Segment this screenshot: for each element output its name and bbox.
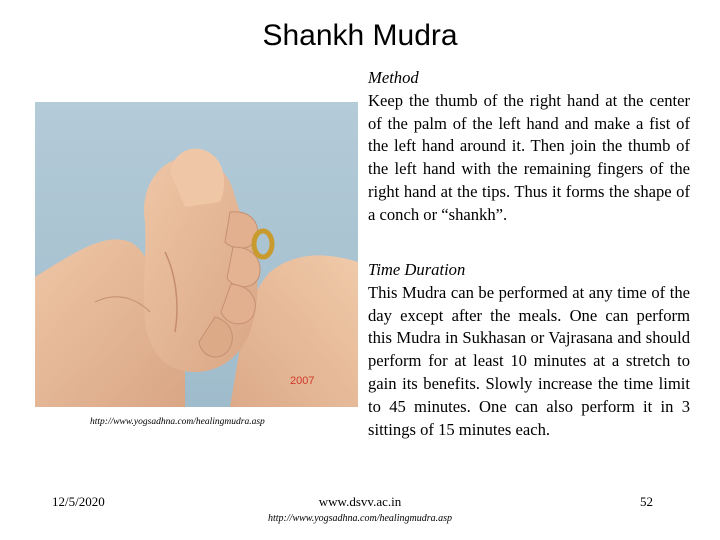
method-section <box>368 67 690 227</box>
page-number: 52 <box>640 494 653 509</box>
duration-text: This Mudra can be performed at any time of the day except after the meals. One can perform this Mudra in Sukhasan or Vajrasana and should perform for at least 10 minutes at a stretch to gain its benefits. Slowly increase the time limit to 45 minutes. One can also perform it in 3 sittings of 15 minutes each. <box>368 282 690 439</box>
duration-section <box>368 259 690 441</box>
footer-url: http://www.yogsadhna.com/healingmudra.asp <box>268 513 452 524</box>
duration-heading: Time Duration <box>368 260 466 279</box>
footer-date: 12/5/2020 <box>52 494 105 509</box>
footer-site: www.dsvv.ac.in <box>318 494 402 509</box>
method-heading: Method <box>368 68 419 87</box>
photo-watermark: 2007 <box>290 375 315 387</box>
photo-caption: http://www.yogsadhna.com/healingmudra.asp <box>90 417 265 427</box>
slide-title: Shankh Mudra <box>262 19 458 52</box>
method-text: Keep the thumb of the right hand at the center of the palm of the left hand and make a fist of the left hand around it. Then join the thumb of the left hand with the remaining fingers of the right hand at the tips. Thus it forms the shape of a conch or “shankh”. <box>368 90 690 224</box>
mudra-photo <box>35 102 358 407</box>
